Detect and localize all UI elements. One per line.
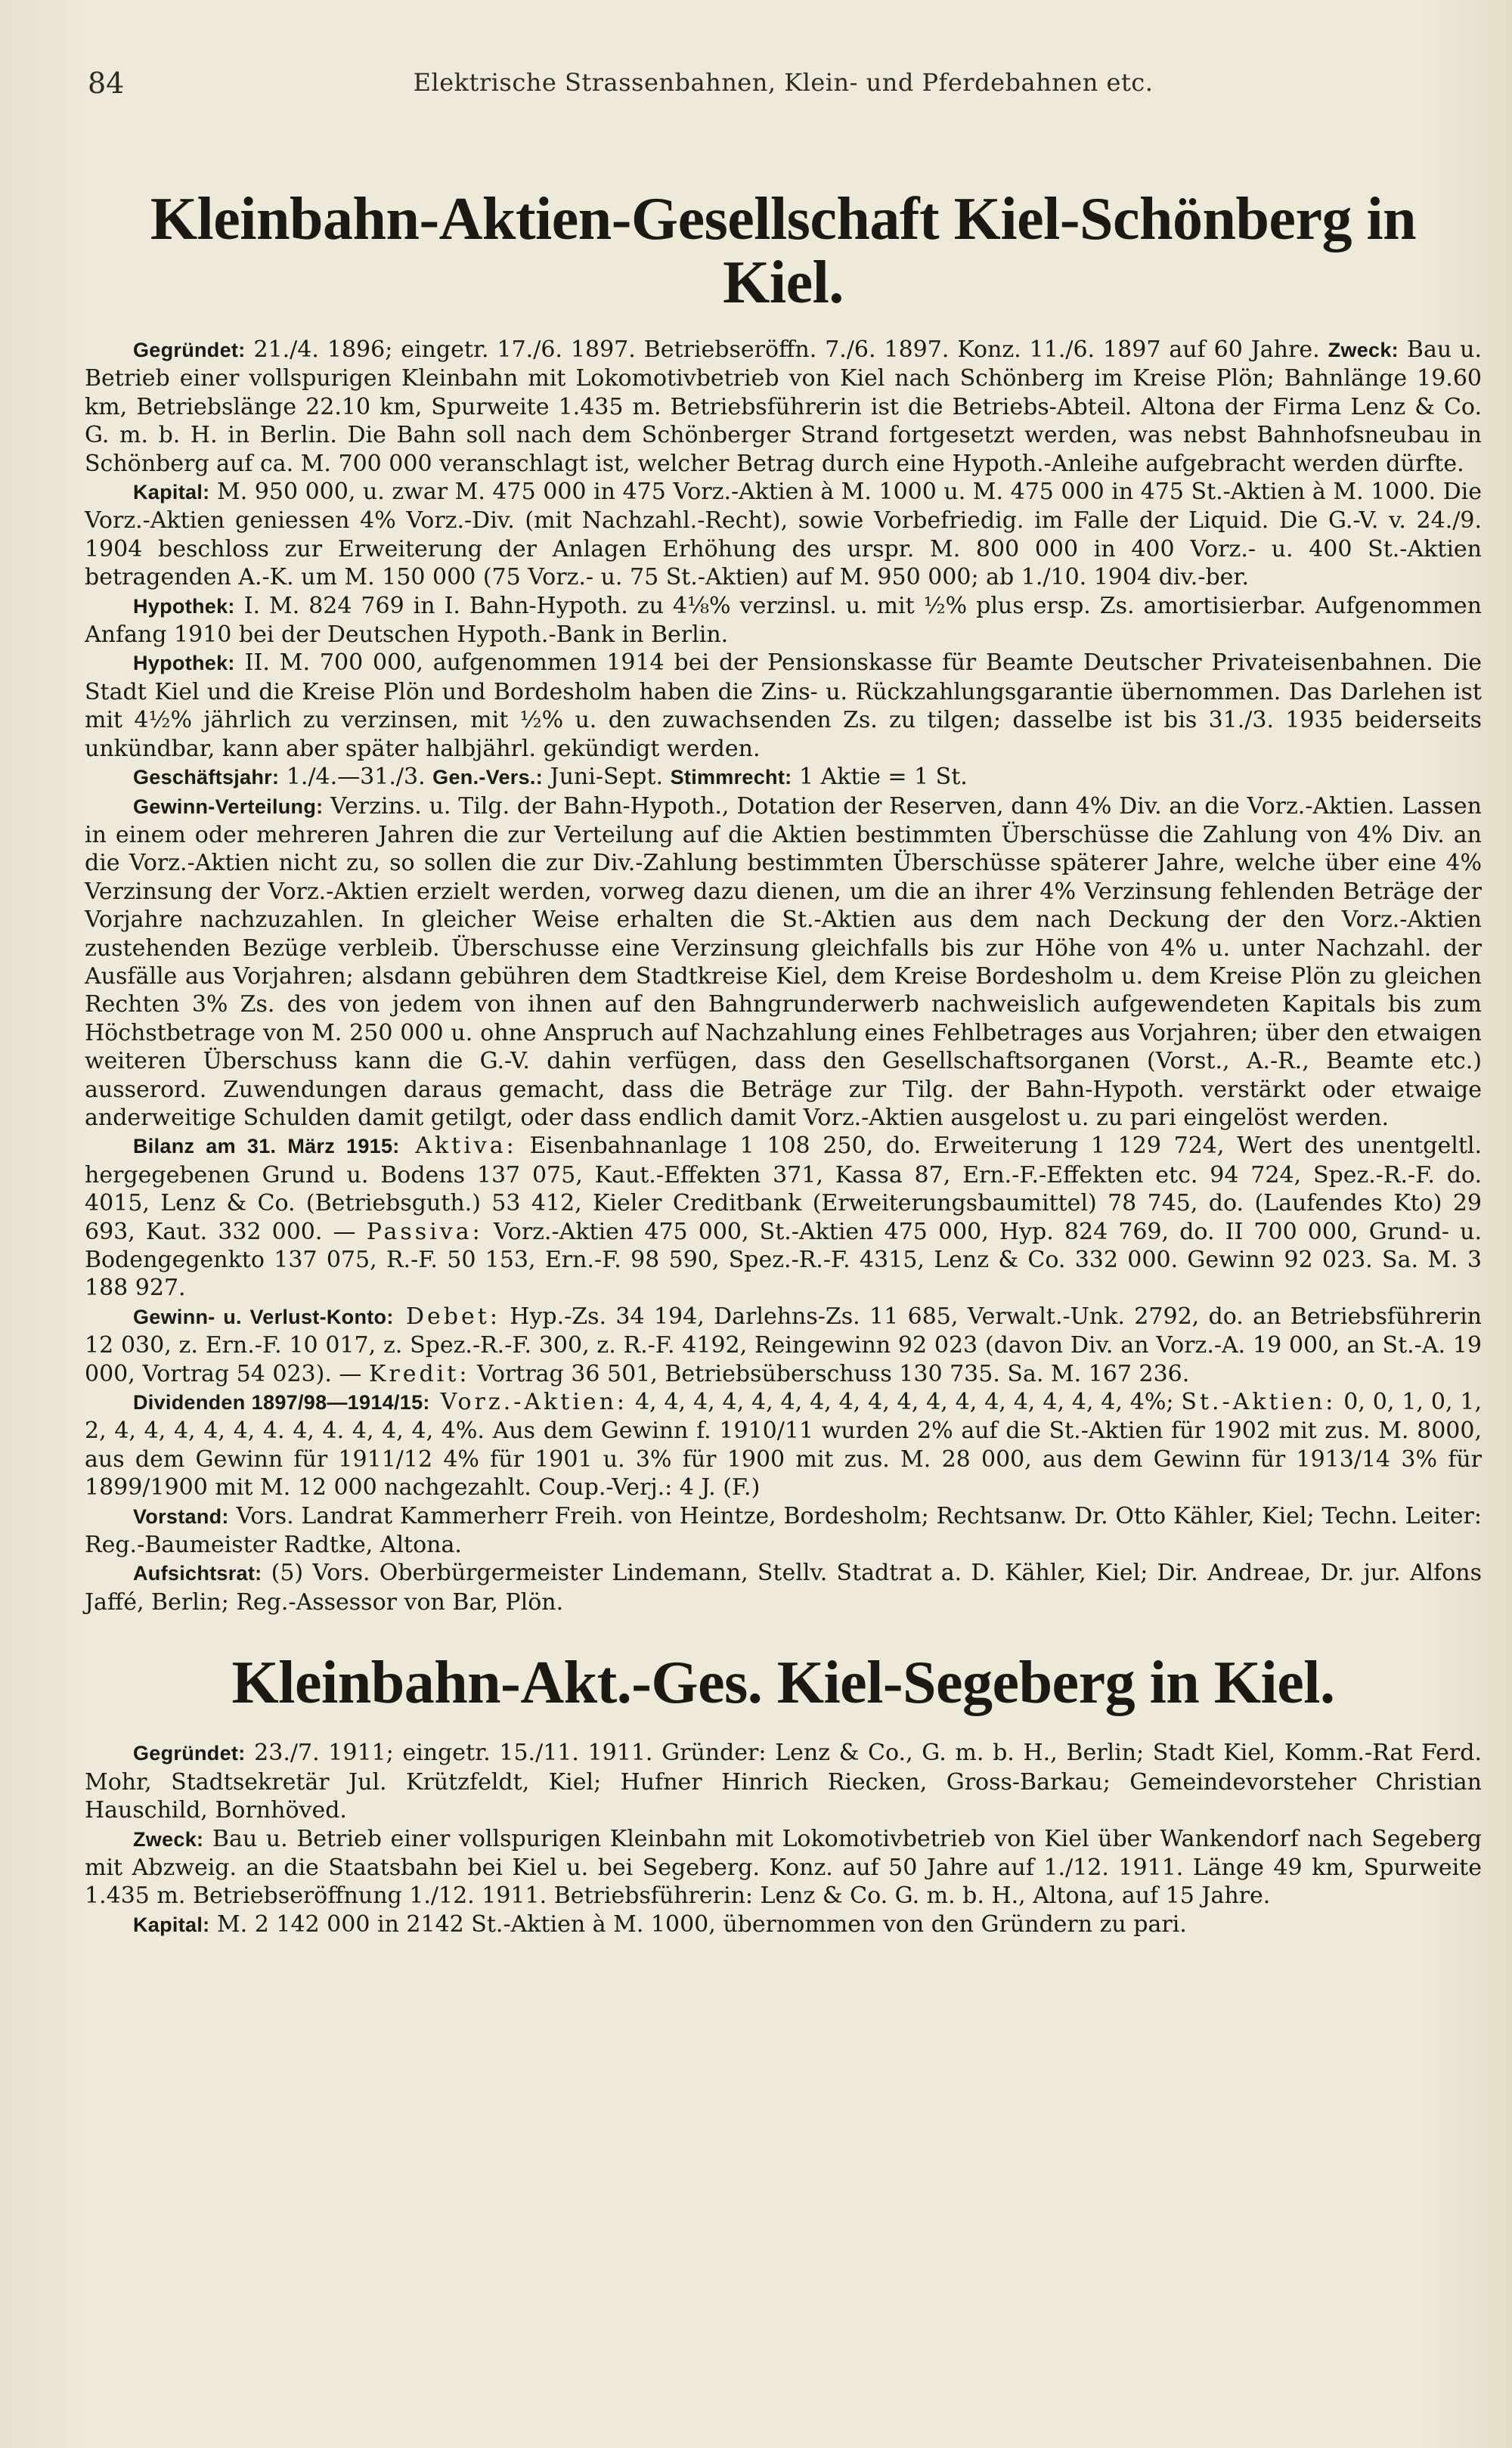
c1-aufsichtsrat-label: Aufsichtsrat: (133, 1562, 262, 1585)
c1-hypothek-2-text: II. M. 700 000, aufgenommen 1914 bei der Pensionskasse für Beamte Deutscher Privateisenbahnen. Die Stadt Kiel und die Kreise Plön und Bordesholm haben die Zins- u. Rückzahlungsgarantie übernommen. Das Darlehen ist mit 4½% jährlich zu verzinsen, mit ½% u. den zuwachsenden Zs. zu tilgen; dasselbe ist bis 31./3. 1935 beiderseits unkündbar, kann aber später halbjährl. gekündigt werden. (85, 649, 1482, 762)
c2-gegruendet (85, 1739, 1482, 1824)
c1-gegruendet (85, 336, 1482, 478)
company-1-entry (85, 336, 1482, 1616)
c2-kapital (85, 1910, 1482, 1939)
c1-zweck-label: Zweck: (1328, 339, 1399, 361)
c1-dividenden (85, 1388, 1482, 1502)
c1-hypothek-2-label: Hypothek: (133, 652, 235, 675)
c1-kapital-text: M. 950 000, u. zwar M. 475 000 in 475 Vorz.-Aktien à M. 1000 u. M. 475 000 in 475 St.-Aktien à M. 1000. Die Vorz.-Aktien geniessen 4% Vorz.-Div. (mit Nachzahl.-Recht), sowie Vorbefriedig. im Falle der Liquid. Die G.-V. v. 24./9. 1904 beschloss zur Erweiterung der Anlagen Erhöhung des urspr. M. 800 000 in 400 Vorz.- u. 400 St.-Aktien betragenden A.-K. um M. 150 000 (75 Vorz.- u. 75 St.-Aktien) auf M. 950 000; ab 1./10. 1904 div.-ber. (85, 479, 1482, 591)
c1-aufsichtsrat-text: (5) Vors. Oberbürgermeister Lindemann, Stellv. Stadtrat a. D. Kähler, Kiel; Dir. Andreae, Dr. jur. Alfons Jaffé, Berlin; Reg.-Assessor von Bar, Plön. (85, 1560, 1482, 1616)
c1-genvers-label: Gen.-Vers.: (432, 766, 544, 789)
c2-kapital-text: M. 2 142 000 in 2142 St.-Aktien à M. 1000, übernommen von den Gründern zu pari. (209, 1910, 1187, 1938)
c2-gegruendet-text: 23./7. 1911; eingetr. 15./11. 1911. Gründer: Lenz & Co., G. m. b. H., Berlin; Stadt Kiel, Komm.-Rat Ferd. Mohr, Stadtsekretär Jul. Krützfeldt, Kiel; Hufner Hinrich Riecken, Gross-Barkau; Gemeindevorsteher Christian Hauschild, Bornhöved. (85, 1740, 1482, 1824)
c1-geschaeftsjahr-label: Geschäftsjahr: (133, 766, 280, 789)
c1-hypothek-1-label: Hypothek: (133, 594, 235, 618)
c1-stimmrecht-text: 1 Aktie = 1 St. (792, 764, 968, 791)
c2-zweck-text: Bau u. Betrieb einer vollspurigen Kleinbahn mit Lokomotivbetrieb von Kiel über Wankendorf nach Segeberg mit Abzweig. an die Staatsbahn bei Kiel u. bei Segeberg. Konz. auf 50 Jahre auf 1./12. 1911. Länge 49 km, Spurweite 1.435 m. Betriebseröffnung 1./12. 1911. Betriebsführerin: Lenz & Co. G. m. b. H., Altona, auf 15 Jahre. (85, 1825, 1482, 1910)
c1-gewinn-verlust-label: Gewinn- u. Verlust-Konto: (133, 1305, 394, 1328)
company-1-title: Kleinbahn-Aktien-Gesellschaft Kiel-Schönberg in Kiel. (150, 186, 1417, 316)
c1-kapital-label: Kapital: (133, 481, 210, 504)
c2-zweck-label: Zweck: (133, 1827, 204, 1851)
c1-hypothek-2 (85, 649, 1482, 763)
c1-bilanz (85, 1132, 1482, 1302)
c2-kapital-label: Kapital: (133, 1913, 210, 1936)
running-header (85, 59, 1482, 112)
c1-genvers-text: Juni-Sept. (543, 764, 671, 791)
c1-st-text: 0, 0, 1, 0, 1, 2, 4, 4, 4, 4, 4, 4. 4, 4. 4, 4, 4, 4%. Aus dem Gewinn f. 1910/11 wurden 2% auf die St.-Aktien für 1902 mit zus. M. 8000, aus dem Gewinn für 1911/12 4% für 1901 u. 3% für 1900 mit zus. M. 28 000, aus dem Gewinn für 1913/14 3% für 1899/1900 mit M. 12 000 nachgezahlt. Coup.-Verj.: 4 J. (F.) (85, 1389, 1482, 1501)
c1-aktiva-text: Eisenbahnanlage 1 108 250, do. Erweiterung 1 129 724, Wert des unentgeltl. hergegebenen Grund u. Bodens 137 075, Kaut.-Effekten 371, Kassa 87, Ern.-F.-Effekten etc. 94 724, Spez.-R.-F. do. 4015, Lenz & Co. (Betriebsguth.) 53 412, Kieler Creditbank (Erweiterungsbaumittel) 78 745, do. (Laufendes Kto) 29 693, Kaut. 332 000. — (85, 1133, 1483, 1245)
c1-debet-text: Hyp.-Zs. 34 194, Darlehns-Zs. 11 685, Verwalt.-Unk. 2792, do. an Betriebsführerin 12 030, z. Ern.-F. 10 017, z. Spez.-R.-F. 300, z. R.-F. 4192, Reingewinn 92 023 (davon Div. an Vorz.-A. 19 000, an St.-A. 19 000, Vortrag 54 023). — (85, 1303, 1482, 1387)
running-title: Elektrische Strassenbahnen, Klein- und Pferdebahnen etc. (413, 68, 1154, 97)
c1-kredit-label: Kredit: (368, 1360, 470, 1387)
page-number: 84 (88, 67, 125, 100)
c1-hypothek-1-text: I. M. 824 769 in I. Bahn-Hypoth. zu 4⅛% verzinsl. u. mit ½% plus ersp. Zs. amortisierbar. Aufgenommen Anfang 1910 bei der Deutschen Hypoth.-Bank in Berlin. (85, 592, 1482, 649)
c1-vorz-label: Vorz.-Aktien: (429, 1389, 628, 1416)
c1-vorstand (85, 1502, 1482, 1560)
company-2-title: Kleinbahn-Akt.-Ges. Kiel-Segeberg in Kiel. (231, 1650, 1335, 1717)
c1-kapital (85, 478, 1482, 592)
c1-aktiva-label: Aktiva: (399, 1133, 517, 1160)
c1-vorstand-text: Vors. Landrat Kammerherr Freih. von Heintze, Bordesholm; Rechtsanw. Dr. Otto Kähler, Kiel; Techn. Leiter: Reg.-Baumeister Radtke, Altona. (85, 1502, 1482, 1559)
c1-bilanz-label: Bilanz am 31. März 1915: (133, 1135, 400, 1158)
c1-passiva-label: Passiva: (366, 1218, 483, 1245)
c1-st-label: St.-Aktien: (1181, 1389, 1337, 1416)
c1-geschaeftsjahr-text: 1./4.—31./3. (279, 764, 433, 791)
c1-dividenden-label: Dividenden 1897/98—1914/15: (133, 1391, 430, 1415)
c1-debet-label: Debet: (393, 1303, 500, 1330)
c1-stimmrecht-label: Stimmrecht: (670, 766, 792, 789)
c1-aufsichtsrat (85, 1559, 1482, 1616)
c1-gewinn-verteilung-text: Verzins. u. Tilg. der Bahn-Hypoth., Dotation der Reserven, dann 4% Div. an die Vorz.-Aktien. Lassen in einem oder mehreren Jahren die zur Verteilung auf die Aktien bestimmten Überschüsse die Zahlung von 4% Div. an die Vorz.-Aktien nicht zu, so sollen die zur Div.-Zahlung bestimmten Überschüsse späterer Jahre, welche über eine 4% Verzinsung der Vorz.-Aktien erzielt werden, vorweg dazu dienen, um die an ihrer 4% Verzinsung fehlenden Beträge der Vorjahre nachzuzahlen. In gleicher Weise erhalten die St.-Aktien aus dem nach Deckung der den Vorz.-Aktien zustehenden Bezüge verbleib. Überschusse eine Verzinsung gleichfalls bis zur Höhe von 4% u. unter Nachzahl. der Ausfälle aus Vorjahren; alsdann gebühren dem Stadtkreise Kiel, dem Kreise Bordesholm u. dem Kreise Plön zu gleichen Rechten 3% Zs. des von jedem von ihnen auf den Bahngrunderwerb nachweislich aufgewendeten Kapitals bis zum Höchstbetrage von M. 250 000 u. ohne Anspruch auf Nachzahlung eines Fehlbetrages aus Vorjahren; über den etwaigen weiteren Überschuss kann die G.-V. dahin verfügen, dass den Gesellschaftsorganen (Vorst., A.-R., Beamte etc.) ausserord. Zuwendungen daraus gemacht, dass die Beträge zur Tilg. der Bahn-Hypoth. verstärkt oder etwaige anderweitige Schulden damit getilgt, oder dass endlich damit Vorz.-Aktien ausgelost u. zu pari eingelöst werden. (85, 792, 1482, 1131)
c1-hypothek-1 (85, 592, 1482, 649)
c1-passiva-text: Vorz.-Aktien 475 000, St.-Aktien 475 000, Hyp. 824 769, do. II 700 000, Grund- u. Bodengegenkto 137 075, R.-F. 50 153, Ern.-F. 98 590, Spez.-R.-F. 4315, Lenz & Co. 332 000. Gewinn 92 023. Sa. M. 3 188 927. (85, 1218, 1482, 1302)
c1-vorz-text: 4, 4, 4, 4, 4, 4, 4, 4, 4, 4, 4, 4, 4, 4, 4, 4, 4, 4%; (627, 1389, 1182, 1416)
company-2-entry (85, 1739, 1482, 1939)
c2-gegruendet-label: Gegründet: (133, 1742, 246, 1765)
c1-gewinn-verteilung-label: Gewinn-Verteilung: (133, 795, 324, 818)
c1-gewinn-verteilung (85, 792, 1482, 1133)
c2-zweck (85, 1825, 1482, 1910)
c1-gewinn-verlust (85, 1303, 1482, 1388)
c1-vorstand-label: Vorstand: (133, 1504, 229, 1528)
c1-geschaeftsjahr (85, 763, 1482, 792)
c1-gegruendet-text: 21./4. 1896; eingetr. 17./6. 1897. Betriebseröffn. 7./6. 1897. Konz. 11./6. 1897 auf 60 Jahre. (245, 336, 1320, 363)
c1-gegruendet-label: Gegründet: (133, 339, 246, 361)
c1-zweck-text: Bau u. Betrieb einer vollspurigen Kleinbahn mit Lokomotivbetrieb von Kiel nach Schönberg im Kreise Plön; Bahnlänge 19.60 km, Betriebslänge 22.10 km, Spurweite 1.435 m. Betriebsführerin ist die Betriebs-Abteil. Altona der Firma Lenz & Co. G. m. b. H. in Berlin. Die Bahn soll nach dem Schönberger Strand fortgesetzt werden, was nebst Bahnhofsneubau in Schönberg auf ca. M. 700 000 veranschlagt ist, welcher Betrag durch eine Hypoth.-Anleihe aufgebracht werden dürfte. (85, 336, 1482, 477)
c1-kredit-text: Vortrag 36 501, Betriebsüberschuss 130 735. Sa. M. 167 236. (469, 1360, 1190, 1387)
